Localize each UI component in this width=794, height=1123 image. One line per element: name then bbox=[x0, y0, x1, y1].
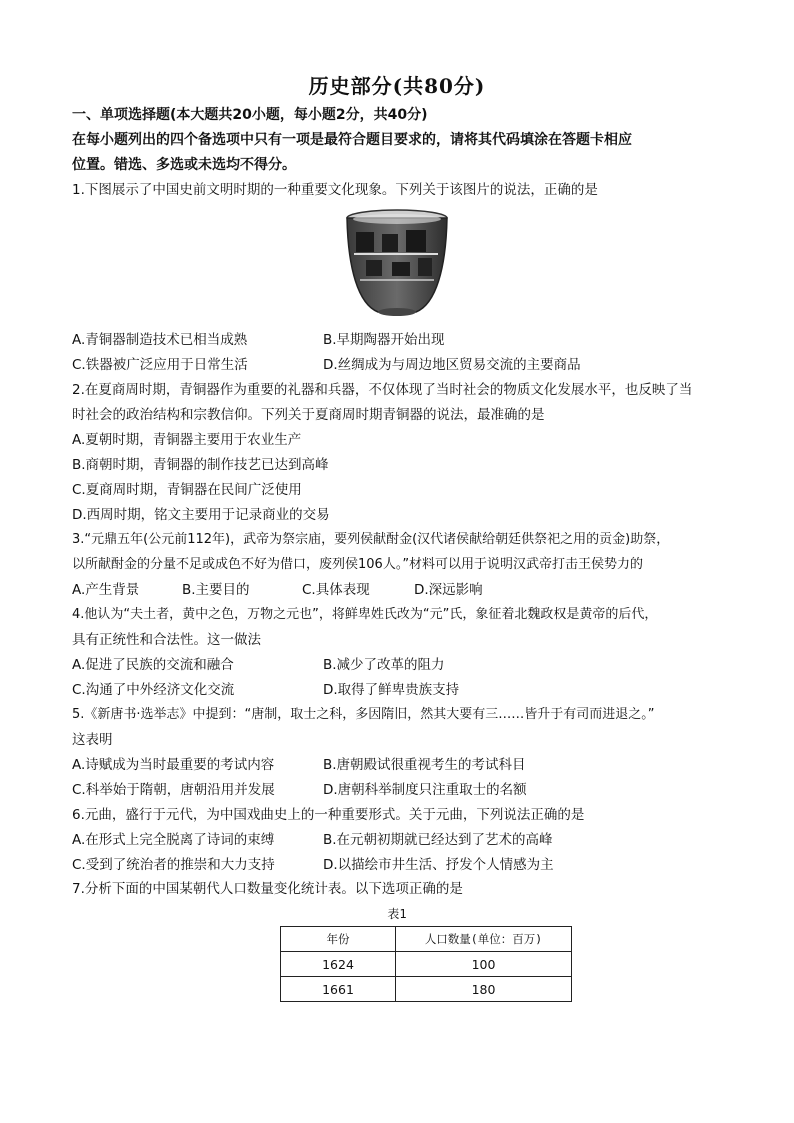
q4-option-a: A.促进了民族的交流和融合 bbox=[72, 657, 234, 673]
table-header-population: 人口数量(单位：百万) bbox=[396, 927, 572, 952]
q4-option-c: C.沟通了中外经济文化交流 bbox=[72, 682, 235, 698]
table-header-row bbox=[281, 927, 572, 952]
q4-option-b: B.减少了改革的阻力 bbox=[323, 657, 445, 673]
q1-option-a: A.青铜器制造技术已相当成熟 bbox=[72, 332, 248, 348]
q3-stem-line2: 以所献酎金的分量不足或成色不好为借口，废列侯106人。”材料可以用于说明汉武帝打击王侯势力的 bbox=[72, 557, 644, 572]
table-row bbox=[281, 977, 572, 1002]
q6-option-b: B.在元朝初期就已经达到了艺术的高峰 bbox=[323, 832, 553, 848]
q3-option-b: B.主要目的 bbox=[182, 582, 250, 598]
table-cell-year: 1661 bbox=[281, 977, 396, 1002]
section-instruction-line2: 位置。错选、多选或未选均不得分。 bbox=[72, 157, 296, 173]
q2-stem-line2: 时社会的政治结构和宗教信仰。下列关于夏商周时期青铜器的说法，最准确的是 bbox=[72, 407, 545, 423]
q2-stem-line1: 2.在夏商周时期，青铜器作为重要的礼器和兵器，不仅体现了当时社会的物质文化发展水平，也反映了当 bbox=[72, 382, 693, 398]
q2-option-c: C.夏商周时期，青铜器在民间广泛使用 bbox=[72, 482, 302, 498]
q2-option-a: A.夏朝时期，青铜器主要用于农业生产 bbox=[72, 432, 302, 448]
population-table bbox=[280, 926, 572, 1002]
q6-stem: 6.元曲，盛行于元代，为中国戏曲史上的一种重要形式。关于元曲，下列说法正确的是 bbox=[72, 807, 585, 823]
q5-option-c: C.科举始于隋朝，唐朝沿用并发展 bbox=[72, 782, 275, 798]
q5-option-a: A.诗赋成为当时最重要的考试内容 bbox=[72, 757, 275, 773]
table-cell-population: 100 bbox=[396, 952, 572, 977]
table-cell-year: 1624 bbox=[281, 952, 396, 977]
q1-option-b: B.早期陶器开始出现 bbox=[323, 332, 445, 348]
table-caption: 表1 bbox=[387, 907, 407, 921]
q6-option-a: A.在形式上完全脱离了诗词的束缚 bbox=[72, 832, 275, 848]
q2-option-d: D.西周时期，铭文主要用于记录商业的交易 bbox=[72, 507, 330, 523]
q6-option-c: C.受到了统治者的推崇和大力支持 bbox=[72, 857, 275, 873]
q5-option-d: D.唐朝科举制度只注重取士的名额 bbox=[323, 782, 527, 798]
q2-option-b: B.商朝时期，青铜器的制作技艺已达到高峰 bbox=[72, 457, 329, 473]
pottery-bowl-icon bbox=[338, 208, 456, 320]
painted-pottery-image bbox=[338, 208, 456, 320]
q7-stem: 7.分析下面的中国某朝代人口数量变化统计表。以下选项正确的是 bbox=[72, 881, 463, 897]
q5-stem-line1: 5.《新唐书·选举志》中提到：“唐制，取士之科，多因隋旧，然其大要有三……皆升于有司而进退之。” bbox=[72, 707, 655, 722]
q1-stem: 1.下图展示了中国史前文明时期的一种重要文化现象。下列关于该图片的说法，正确的是 bbox=[72, 182, 598, 198]
q4-stem-line1: 4.他认为“夫土者，黄中之色，万物之元也”，将鲜卑姓氏改为“元”氏，象征着北魏政权是黄帝的后代， bbox=[72, 607, 658, 622]
table-cell-population: 180 bbox=[396, 977, 572, 1002]
q6-option-d: D.以描绘市井生活、抒发个人情感为主 bbox=[323, 857, 554, 873]
section-instruction-line1: 在每小题列出的四个备选项中只有一项是最符合题目要求的，请将其代码填涂在答题卡相应 bbox=[72, 132, 632, 148]
q5-stem-line2: 这表明 bbox=[72, 732, 113, 748]
page-title: 历史部分(共80分) bbox=[308, 74, 486, 98]
q4-option-d: D.取得了鲜卑贵族支持 bbox=[323, 682, 460, 698]
table-header-year: 年份 bbox=[281, 927, 396, 952]
q5-option-b: B.唐朝殿试很重视考生的考试科目 bbox=[323, 757, 526, 773]
q3-option-d: D.深远影响 bbox=[414, 582, 483, 598]
q1-option-d: D.丝绸成为与周边地区贸易交流的主要商品 bbox=[323, 357, 581, 373]
section-heading: 一、单项选择题(本大题共20小题，每小题2分，共40分) bbox=[72, 107, 428, 123]
q3-option-c: C.具体表现 bbox=[302, 582, 370, 598]
q3-stem-line1: 3.“元鼎五年(公元前112年)，武帝为祭宗庙，要列侯献酎金(汉代诸侯献给朝廷供祭祀之用的贡金)助祭， bbox=[72, 532, 670, 547]
q1-option-c: C.铁器被广泛应用于日常生活 bbox=[72, 357, 248, 373]
q4-stem-line2: 具有正统性和合法性。这一做法 bbox=[72, 632, 261, 648]
table-row bbox=[281, 952, 572, 977]
q3-option-a: A.产生背景 bbox=[72, 582, 140, 598]
